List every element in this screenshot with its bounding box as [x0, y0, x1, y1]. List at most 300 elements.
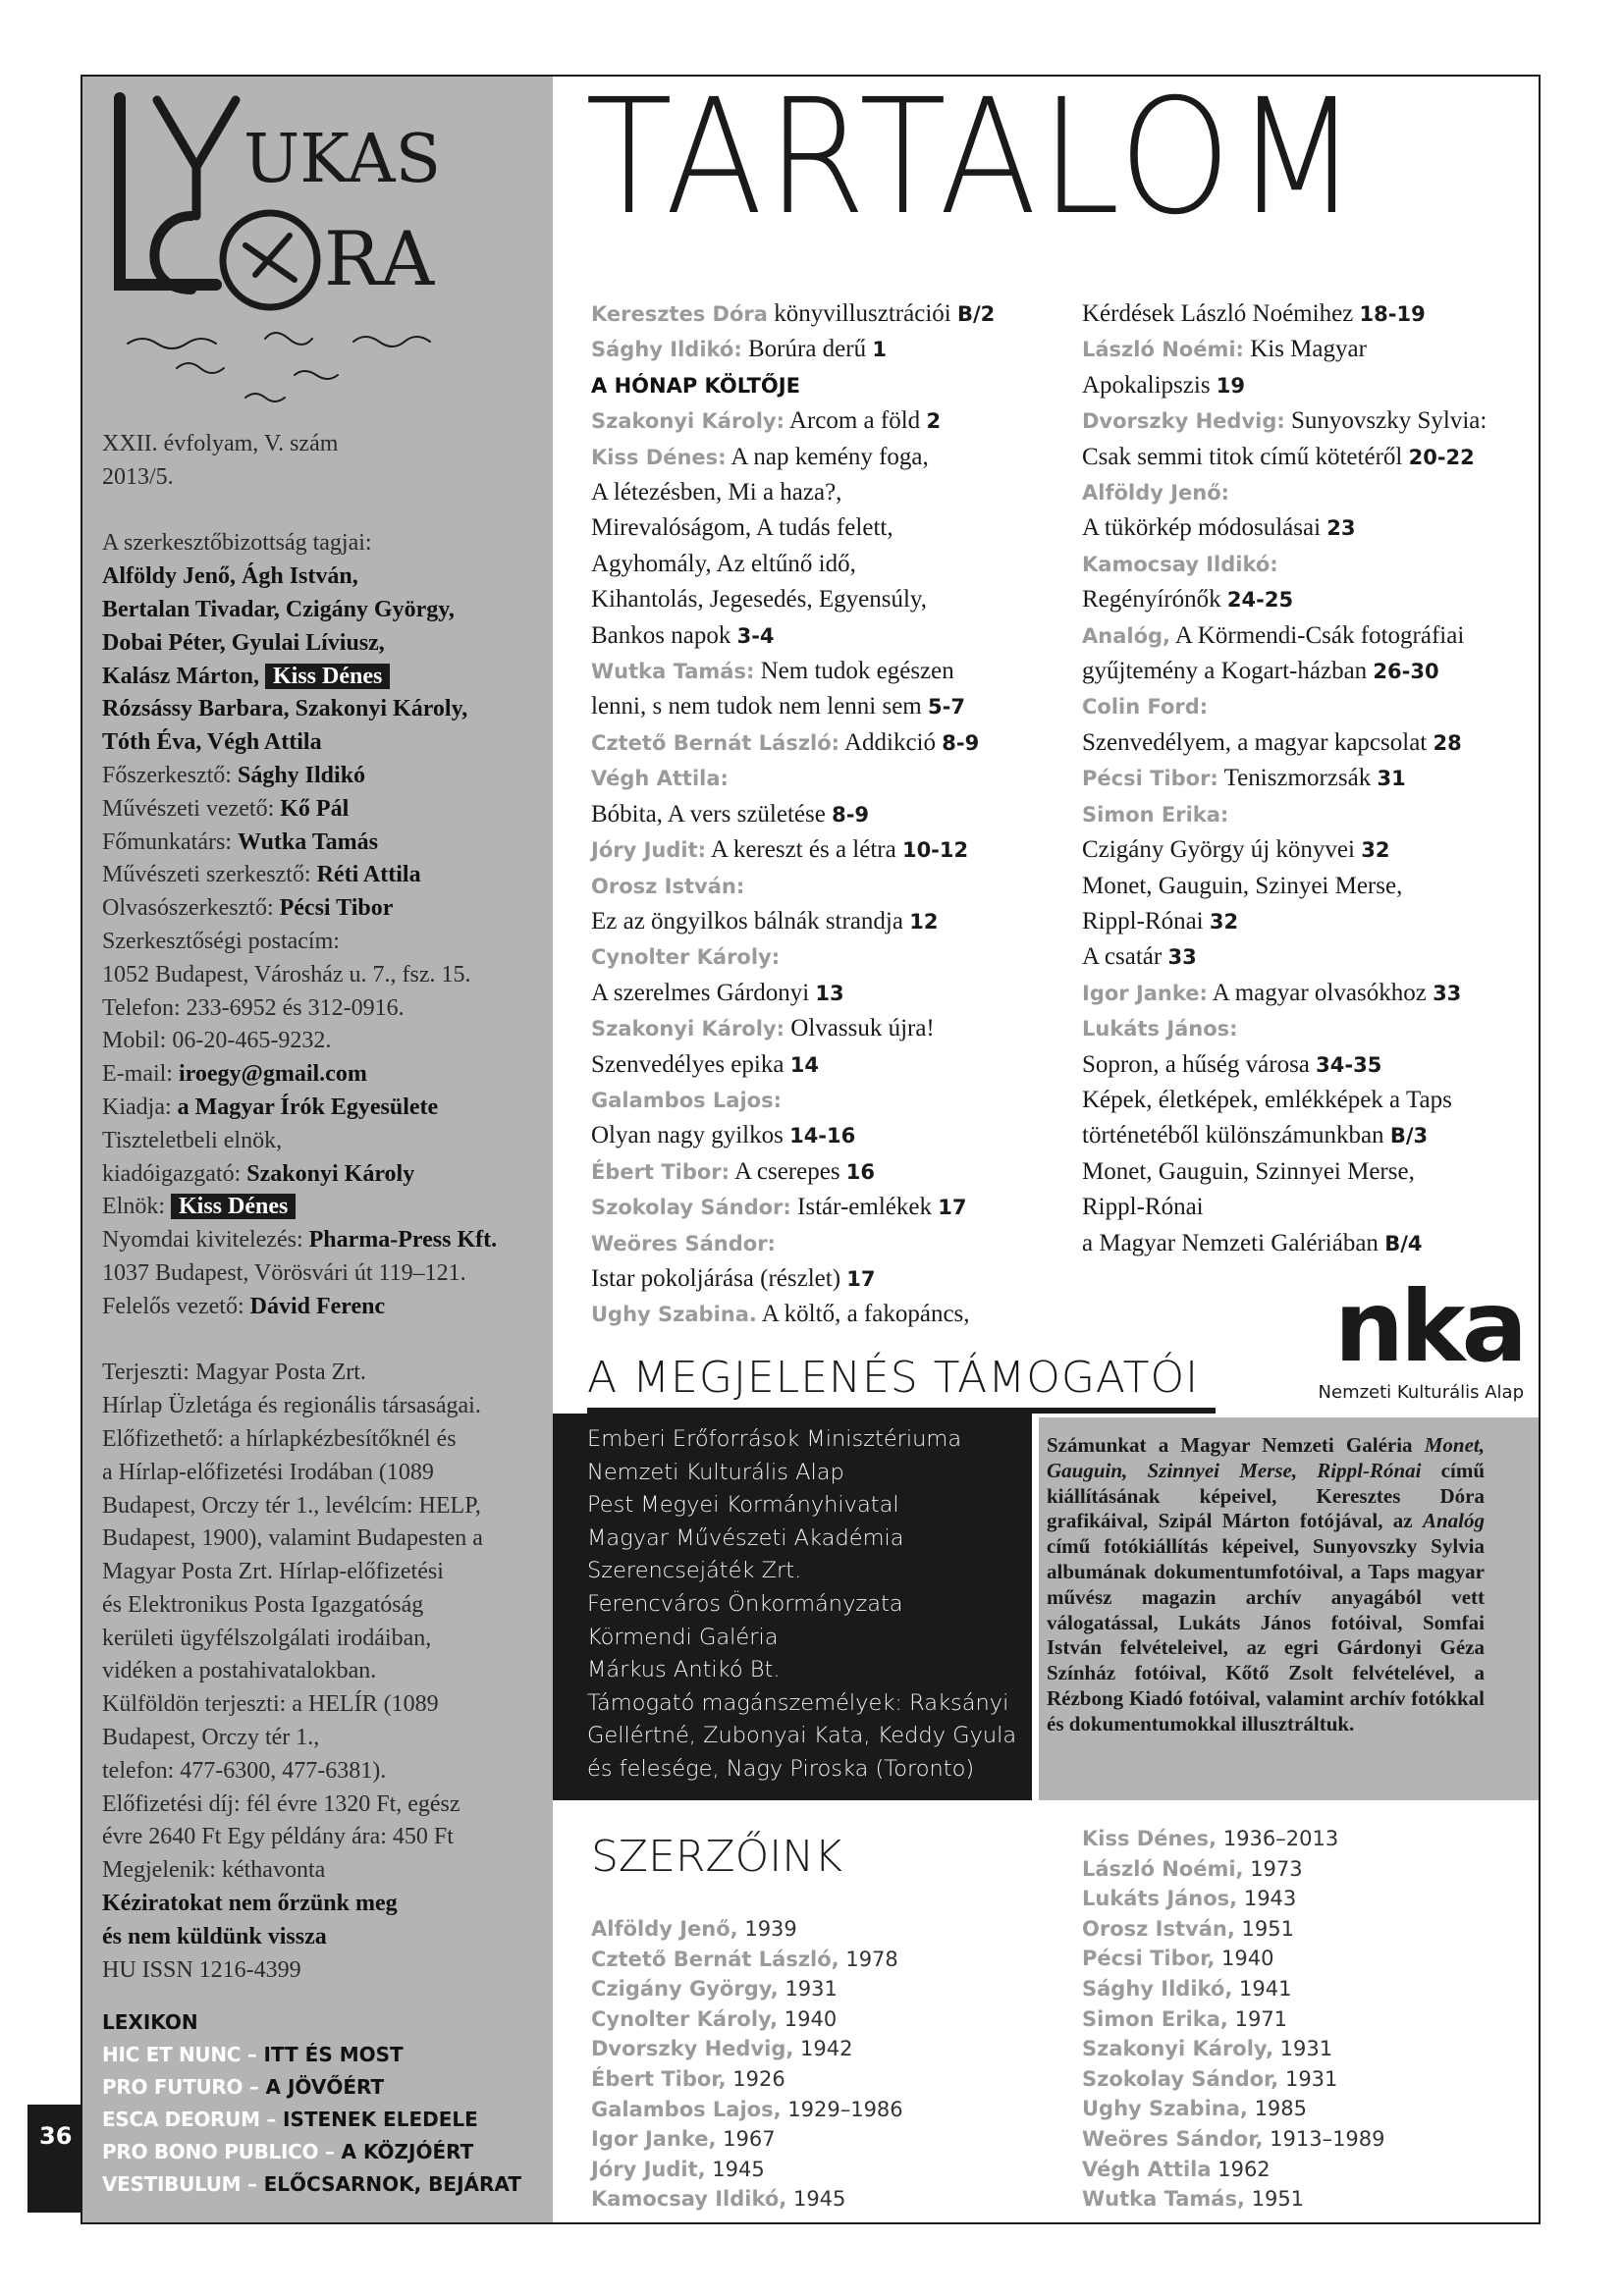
toc-page: 23: [1326, 516, 1356, 541]
supporter-item: Emberi Erőforrások Minisztériuma: [587, 1426, 962, 1452]
supporter-item: Nemzeti Kulturális Alap: [587, 1459, 844, 1485]
author-years: 1913–1989: [1263, 2126, 1385, 2151]
toc-line: [591, 1226, 995, 1261]
toc-line: [591, 332, 995, 367]
author-years: 1951: [1244, 2187, 1305, 2212]
author-name: Dvorszky Hedvig,: [591, 2037, 794, 2061]
author-years: 1973: [1243, 1856, 1303, 1881]
toc-line: [1082, 582, 1487, 617]
toc-line: [1082, 368, 1487, 403]
toc-line: [1082, 904, 1487, 939]
toc-line: [591, 618, 995, 654]
toc-line: [1082, 618, 1487, 654]
toc-line: [1082, 939, 1487, 975]
toc-page: B/3: [1389, 1124, 1429, 1148]
author-item: [591, 2034, 903, 2064]
role-value: Kő Pál: [280, 795, 350, 822]
toc-title: Szenvedélyem, a magyar kapcsolat: [1082, 728, 1434, 756]
toc-title: Monet, Gauguin, Szinnyei Merse,: [1082, 1157, 1415, 1185]
director: Szakonyi Károly: [246, 1160, 415, 1187]
author-name: Igor Janke,: [591, 2127, 717, 2152]
distribution-line: kerületi ügyfélszolgálati irodáiban,: [102, 1625, 432, 1651]
board-line: Bertalan Tivadar, Czigány György,: [102, 596, 455, 622]
lexicon-meaning: ELŐCSARNOK, BEJÁRAT: [263, 2172, 521, 2196]
toc-line: [591, 368, 995, 403]
toc-author: Simon Erika:: [1082, 802, 1229, 827]
distribution-line: Budapest, Orczy tér 1., levélcím: HELP,: [102, 1492, 481, 1519]
toc-line: [591, 1154, 995, 1190]
toc-line: [1082, 440, 1487, 475]
author-name: Wutka Tamás,: [1082, 2187, 1245, 2212]
toc-line: [591, 725, 995, 761]
lexicon-item: [102, 2071, 521, 2104]
nka-logo-icon: nka: [1333, 1269, 1524, 1384]
author-name: Sághy Ildikó,: [1082, 1976, 1233, 2001]
role-label: Olvasószerkesztő:: [102, 895, 274, 922]
toc-page: B/4: [1384, 1231, 1423, 1255]
page-number-box: [27, 2105, 81, 2213]
toc-page: 28: [1433, 730, 1462, 755]
staff-role: [102, 760, 497, 793]
toc-title: könyvillusztrációi: [767, 300, 957, 327]
volume-line: XXII. évfolyam, V. szám: [102, 431, 339, 456]
toc-page: 8-9: [942, 730, 980, 755]
toc-author: Igor Janke:: [1082, 981, 1208, 1005]
author-name: Simon Erika,: [1082, 2006, 1228, 2031]
toc-line: [591, 1190, 995, 1225]
board-line: Kalász Márton,: [102, 663, 259, 689]
distribution-line: vidéken a postahivatalokban.: [102, 1658, 377, 1684]
supporter-item: Ferencváros Önkormányzata: [587, 1590, 903, 1617]
toc-line: [1082, 1011, 1487, 1046]
toc-line: [591, 403, 995, 439]
toc-left-column: [591, 296, 995, 1333]
toc-line: [591, 654, 995, 689]
lexicon-meaning: ISTENEK ELEDELE: [283, 2108, 478, 2131]
author-name: Galambos Lajos,: [591, 2097, 782, 2121]
author-years: 1940: [1215, 1947, 1274, 1971]
publisher: a Magyar Írók Egyesülete: [177, 1094, 439, 1120]
toc-author: Jóry Judit:: [591, 838, 707, 863]
toc-page: 32: [1361, 838, 1390, 863]
toc-line: [591, 1297, 995, 1332]
lexicon-item: [102, 2136, 521, 2168]
lexicon-latin: ESCA DEORUM –: [102, 2108, 277, 2131]
toc-line: [1082, 654, 1487, 689]
volume-info: [102, 428, 497, 1987]
toc-author: Szakonyi Károly:: [591, 1017, 785, 1041]
toc-title: Monet, Gauguin, Szinyei Merse,: [1082, 872, 1403, 899]
board-line: Alföldy Jenő, Ágh István,: [102, 563, 358, 590]
distribution-line: Budapest, 1900), valamint Budapesten a: [102, 1525, 483, 1552]
toc-page: 10-12: [901, 838, 969, 863]
board-line: Rózsássy Barbara, Szakonyi Károly,: [102, 696, 468, 722]
toc-line: [1082, 403, 1487, 439]
toc-author: László Noémi:: [1082, 338, 1244, 362]
author-years: 1945: [705, 2157, 765, 2181]
toc-line: [591, 1083, 995, 1118]
lyukas-ora-logo-icon: [98, 88, 520, 412]
author-item: [591, 2095, 903, 2125]
board-line: Dobai Péter, Gyulai Líviusz,: [102, 629, 385, 656]
toc-line: [591, 1118, 995, 1153]
toc-page: 26-30: [1373, 660, 1439, 684]
author-years: 1942: [793, 2037, 853, 2061]
toc-title: Képek, életképek, emlékképek a Taps: [1082, 1086, 1452, 1113]
author-name: Szokolay Sándor,: [1082, 2066, 1279, 2091]
role-label: Művészeti vezető:: [102, 795, 275, 822]
distribution-line: Előfizethető: a hírlapkézbesítőknél és: [102, 1425, 457, 1452]
role-value: Wutka Tamás: [238, 828, 378, 855]
toc-author: Wutka Tamás:: [591, 660, 755, 684]
toc-line: [591, 939, 995, 975]
lexicon-item: [102, 2104, 521, 2136]
author-years: 1931: [1278, 2066, 1338, 2091]
publisher-label: Kiadja:: [102, 1094, 172, 1120]
notice-line: és nem küldünk vissza: [102, 1923, 327, 1949]
lexicon-item: [102, 2039, 521, 2071]
toc-author: Lukáts János:: [1082, 1017, 1238, 1041]
toc-author: Cztető Bernát László:: [591, 730, 840, 755]
lexicon-latin: PRO FUTURO –: [102, 2075, 259, 2099]
toc-title: Ez az öngyilkos bálnák strandja: [591, 907, 910, 934]
toc-line: [591, 296, 995, 332]
toc-line: [1082, 332, 1487, 367]
author-item: [1082, 1884, 1385, 1914]
toc-author: Analóg,: [1082, 623, 1171, 648]
author-name: Ughy Szabina,: [1082, 2097, 1248, 2121]
toc-author: Alföldy Jenő:: [1082, 481, 1230, 506]
toc-page: 14: [789, 1052, 819, 1077]
toc-author: Weöres Sándor:: [591, 1231, 776, 1255]
toc-title: Rippl-Rónai: [1082, 907, 1210, 934]
author-name: Kamocsay Ildikó,: [591, 2187, 787, 2212]
issue-line: 2013/5.: [102, 463, 174, 490]
toc-line: [1082, 1047, 1487, 1083]
toc-page: 13: [815, 981, 844, 1005]
toc-author: Galambos Lajos:: [591, 1088, 783, 1112]
toc-line: [591, 1011, 995, 1046]
toc-page: 16: [845, 1159, 876, 1184]
toc-title: A Körmendi-Csák fotográfiai: [1170, 621, 1465, 649]
author-item: [591, 2155, 903, 2185]
toc-title: Arcom a föld: [784, 407, 927, 435]
toc-page: 14-16: [789, 1124, 856, 1148]
toc-author: Pécsi Tibor:: [1082, 767, 1218, 791]
toc-title: Apokalipszis: [1082, 371, 1217, 399]
illustration-note: Számunkat a Magyar Nemzeti Galéria Monet, Gauguin, Szinnyei Merse, Rippl-Rónai című kiállításának képeivel, Keresztes Dóra grafikáival, Szipál Márton fotójával, az Analóg című fotókiállítás képeivel, Sunyovszky Sylvia albumának dokumentumfotóival, a Taps magyar művész magazin archív anyagából vett válogatással, Lukáts János fotóival, Somfai István felvételeivel, az egri Gárdonyi Géza Színház fotóival, Kőtő Zsolt felvételével, a Rézbong Kiadó fotóival, valamint archív fotókkal és dokumentumokkal illusztráltuk.: [1047, 1433, 1486, 1735]
role-value: Pécsi Tibor: [279, 895, 394, 922]
toc-page: 32: [1209, 909, 1239, 934]
supporter-item: Gellértné, Zubonyai Kata, Keddy Gyula: [587, 1723, 1017, 1749]
notice-line: Kéziratokat nem őrzünk meg: [102, 1891, 398, 1917]
page-title: TARTALOM: [585, 66, 1363, 250]
author-name: Ébert Tibor,: [591, 2066, 727, 2091]
author-years: 1929–1986: [781, 2097, 903, 2121]
author-years: 1931: [1272, 2037, 1333, 2061]
author-name: Jóry Judit,: [591, 2157, 706, 2181]
distribution-line: Külföldön terjeszti: a HELÍR (1089: [102, 1691, 439, 1718]
author-name: Alföldy Jenő,: [591, 1917, 738, 1941]
role-label: Művészeti szerkesztő:: [102, 862, 311, 888]
author-item: [591, 2184, 903, 2215]
board-heading: A szerkesztőbizottság tagjai:: [102, 530, 372, 557]
author-item: [1082, 2004, 1385, 2035]
svg-text:RA: RA: [324, 215, 435, 302]
distribution-line: Budapest, Orczy tér 1.,: [102, 1725, 320, 1751]
honorary-line: Tiszteletbeli elnök,: [102, 1127, 283, 1153]
supporter-item: Magyar Művészeti Akadémia: [587, 1524, 904, 1551]
toc-line: [1082, 1190, 1487, 1225]
toc-author: Kiss Dénes:: [591, 445, 727, 469]
toc-right-column: [1082, 296, 1487, 1261]
author-item: [1082, 1944, 1385, 1974]
supporter-item: Márkus Antikó Bt.: [587, 1657, 781, 1683]
toc-page: 8-9: [832, 802, 870, 827]
distribution-line: évre 2640 Ft Egy példány ára: 450 Ft: [102, 1824, 454, 1850]
author-item: [591, 2004, 903, 2035]
toc-page: B/2: [956, 302, 996, 326]
toc-author: Cynolter Károly:: [591, 945, 781, 970]
toc-title: Rippl-Rónai: [1082, 1194, 1204, 1221]
phone: Telefon: 233-6952 és 312-0916.: [102, 994, 405, 1021]
toc-title: A cserepes: [730, 1157, 846, 1185]
toc-title: Teniszmorzsák: [1217, 765, 1378, 792]
toc-line: [591, 510, 995, 546]
toc-line: [1082, 510, 1487, 546]
author-name: Lukáts János,: [1082, 1887, 1238, 1911]
author-item: [1082, 1974, 1385, 2004]
toc-author: Végh Attila:: [591, 767, 729, 791]
toc-line: [591, 869, 995, 904]
author-item: [591, 1914, 903, 1945]
toc-title: A nap kemény foga,: [726, 443, 929, 470]
supporter-item: Pest Megyei Kormányhivatal: [587, 1492, 899, 1519]
author-item: [591, 1974, 903, 2004]
toc-line: [1082, 296, 1487, 332]
toc-author: Dvorszky Hedvig:: [1082, 409, 1285, 434]
toc-title: A szerelmes Gárdonyi: [591, 979, 816, 1006]
author-item: [1082, 2094, 1385, 2124]
toc-line: [1082, 832, 1487, 868]
board-line: Tóth Éva, Végh Attila: [102, 729, 322, 756]
nka-logo: [1292, 1269, 1524, 1406]
toc-title: A létezésben, Mi a haza?,: [591, 479, 842, 507]
toc-title: A kereszt és a létra: [706, 836, 902, 864]
author-years: 1962: [1211, 2157, 1271, 2181]
toc-page: 33: [1433, 981, 1462, 1005]
toc-title: Kihantolás, Jegesedés, Egyensúly,: [591, 586, 928, 614]
lexicon: [102, 2006, 521, 2201]
toc-page: 33: [1167, 945, 1197, 970]
author-item: [591, 2124, 903, 2155]
responsible: Dávid Ferenc: [249, 1293, 386, 1319]
author-years: 1985: [1247, 2097, 1308, 2121]
distribution-line: Hírlap Üzletága és regionális társaságai.: [102, 1393, 481, 1419]
lexicon-meaning: A JÖVŐÉRT: [265, 2075, 385, 2099]
lexicon-latin: PRO BONO PUBLICO –: [102, 2140, 335, 2163]
toc-author: Keresztes Dóra: [591, 302, 768, 326]
author-years: 1940: [778, 2006, 838, 2031]
toc-title: Kérdések László Noémihez: [1082, 300, 1360, 327]
authors-right-list: [1082, 1824, 1385, 2215]
toc-page: 2: [926, 409, 942, 434]
toc-title: Agyhomály, Az eltűnő idő,: [591, 550, 856, 577]
toc-line: [1082, 797, 1487, 832]
toc-line: [591, 440, 995, 475]
distribution-line: Előfizetési díj: fél évre 1320 Ft, egész: [102, 1790, 460, 1817]
responsible-label: Felelős vezető:: [102, 1293, 244, 1319]
toc-title: Nem tudok egészen: [754, 658, 954, 685]
toc-title: történetéből különszámunkban: [1082, 1122, 1390, 1149]
toc-title: A tükörkép módosulásai: [1082, 514, 1327, 542]
author-name: Szakonyi Károly,: [1082, 2037, 1273, 2061]
printer-label: Nyomdai kivitelezés:: [102, 1227, 303, 1254]
toc-title: A magyar olvasókhoz: [1207, 979, 1434, 1006]
role-value: Sághy Ildikó: [237, 762, 366, 788]
toc-title: Mirevalóságom, A tudás felett,: [591, 514, 893, 542]
toc-page: 12: [909, 909, 939, 934]
author-item: [591, 2064, 903, 2095]
lexicon-item: [102, 2168, 521, 2201]
toc-line: [591, 761, 995, 796]
toc-title: Szenvedélyes epika: [591, 1050, 790, 1078]
author-years: 1936–2013: [1217, 1827, 1339, 1850]
author-item: [1082, 2124, 1385, 2155]
author-name: Orosz István,: [1082, 1916, 1235, 1941]
toc-title: Sunyovszky Sylvia:: [1284, 407, 1488, 435]
toc-page: 20-22: [1408, 445, 1475, 469]
toc-line: [591, 1047, 995, 1083]
supporters-title-text: A MEGJELENÉS TÁMOGATÓI: [587, 1353, 1200, 1403]
author-name: Weöres Sándor,: [1082, 2126, 1264, 2151]
supporter-item: Szerencsejáték Zrt.: [587, 1558, 802, 1584]
printer-address: 1037 Budapest, Vörösvári út 119–121.: [102, 1259, 466, 1286]
toc-page: 31: [1377, 767, 1406, 791]
toc-title: Istár-emlékek: [790, 1194, 939, 1221]
author-item: [1082, 1914, 1385, 1945]
author-years: 1971: [1227, 2006, 1288, 2031]
toc-title: Addikció: [839, 728, 943, 756]
chair-label: Elnök:: [102, 1194, 165, 1220]
toc-title: A csatár: [1082, 943, 1168, 971]
postal-heading: Szerkesztőségi postacím:: [102, 928, 340, 954]
author-years: 1967: [716, 2127, 776, 2152]
author-item: [1082, 1854, 1385, 1885]
author-name: Kiss Dénes,: [1082, 1827, 1217, 1850]
supporters-title: [587, 1353, 1199, 1403]
toc-title: gyűjtemény a Kogart-házban: [1082, 658, 1374, 685]
author-years: 1931: [778, 1977, 838, 2002]
toc-line: [1082, 725, 1487, 761]
toc-line: [1082, 475, 1487, 510]
toc-title: Sopron, a hűség városa: [1082, 1050, 1317, 1078]
toc-line: [591, 689, 995, 724]
toc-title: A költő, a fakopáncs,: [756, 1301, 970, 1328]
toc-title: Bankos napok: [591, 621, 737, 649]
toc-page: 17: [846, 1266, 876, 1291]
toc-author: Ughy Szabina.: [591, 1303, 757, 1327]
author-name: Végh Attila: [1082, 2157, 1212, 2181]
toc-page: 18-19: [1359, 302, 1426, 326]
author-name: Cynolter Károly,: [591, 2006, 779, 2031]
distribution-line: és Elektronikus Posta Igazgatóság: [102, 1591, 424, 1618]
supporters-list: [587, 1423, 1016, 1787]
issn: HU ISSN 1216-4399: [102, 1956, 301, 1983]
staff-role: [102, 793, 497, 827]
toc-title: Olyan nagy gyilkos: [591, 1122, 790, 1149]
distribution-line: a Hírlap-előfizetési Irodában (1089: [102, 1459, 434, 1485]
nka-caption: Nemzeti Kulturális Alap: [1318, 1382, 1524, 1403]
toc-line: [1082, 976, 1487, 1011]
toc-page: 3-4: [736, 623, 775, 648]
toc-line: [591, 547, 995, 582]
printer: Pharma-Press Kft.: [308, 1227, 498, 1254]
toc-author: Colin Ford:: [1082, 695, 1209, 720]
staff-roles: [102, 760, 497, 926]
toc-line: [1082, 1083, 1487, 1118]
toc-line: [1082, 1226, 1487, 1261]
toc-section: A HÓNAP KÖLTŐJE: [591, 373, 800, 398]
lexicon-latin: VESTIBULUM –: [102, 2172, 257, 2196]
distribution-line: Terjeszti: Magyar Posta Zrt.: [102, 1360, 366, 1386]
toc-page: 5-7: [928, 695, 965, 720]
staff-role: [102, 892, 497, 926]
toc-line: [1082, 547, 1487, 582]
lexicon-latin: HIC ET NUNC –: [102, 2043, 257, 2066]
staff-role: [102, 859, 497, 892]
toc-page: 24-25: [1226, 588, 1294, 613]
author-item: [1082, 1824, 1385, 1854]
toc-page: 1: [872, 338, 887, 362]
mobile: Mobil: 06-20-465-9232.: [102, 1028, 332, 1054]
director-label: kiadóigazgató:: [102, 1160, 242, 1187]
role-value: Réti Attila: [316, 862, 421, 888]
author-item: [1082, 2034, 1385, 2064]
author-item: [1082, 2064, 1385, 2095]
toc-page: 34-35: [1316, 1052, 1382, 1077]
lexicon-meaning: ITT ÉS MOST: [263, 2043, 404, 2066]
email: iroegy@gmail.com: [178, 1061, 367, 1088]
authors-left-list: [591, 1914, 903, 2215]
author-name: Czigány György,: [591, 1977, 779, 2002]
email-label: E-mail:: [102, 1061, 173, 1088]
toc-line: [1082, 689, 1487, 724]
author-name: László Noémi,: [1082, 1856, 1244, 1881]
toc-author: Sághy Ildikó:: [591, 338, 742, 362]
authors-title: SZERZŐINK: [591, 1832, 842, 1882]
toc-line: [1082, 761, 1487, 796]
author-years: 1978: [839, 1947, 898, 1971]
distribution-line: Magyar Posta Zrt. Hírlap-előfizetési: [102, 1559, 444, 1585]
svg-text:UKAS: UKAS: [243, 121, 442, 198]
author-years: 1926: [726, 2066, 785, 2091]
toc-line: [591, 976, 995, 1011]
supporter-item: és felesége, Nagy Piroska (Toronto): [587, 1755, 975, 1782]
distribution-info: [102, 1357, 497, 1888]
toc-title: Olvassuk újra!: [784, 1015, 935, 1042]
supporter-item: Támogató magánszemélyek: Raksányi: [587, 1689, 1009, 1716]
author-years: 1943: [1237, 1887, 1297, 1911]
toc-page: 17: [938, 1196, 967, 1220]
author-item: [1082, 2184, 1385, 2215]
chair: Kiss Dénes: [171, 1194, 296, 1219]
role-label: Főszerkesztő:: [102, 762, 232, 788]
toc-line: [1082, 1154, 1487, 1190]
supporter-item: Körmendi Galéria: [587, 1624, 779, 1650]
toc-title: Bóbita, A vers születése: [591, 800, 833, 828]
toc-title: Regényírónők: [1082, 586, 1227, 614]
